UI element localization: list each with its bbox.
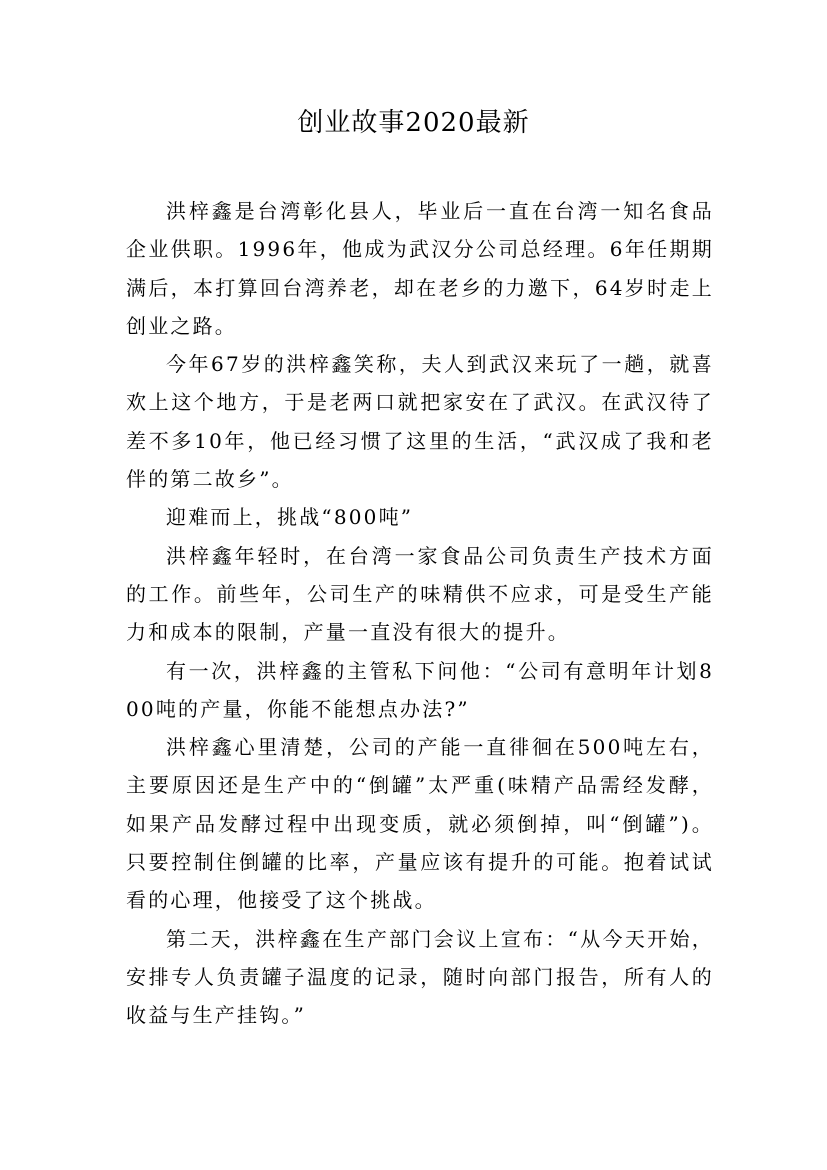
paragraph-early-career: 洪梓鑫年轻时，在台湾一家食品公司负责生产技术方面的工作。前些年，公司生产的味精供不应求，可是受生产能力和成本的限制，产量一直没有很大的提升。 [126, 543, 714, 645]
paragraph-intro: 洪梓鑫是台湾彰化县人，毕业后一直在台湾一知名食品企业供职。1996年，他成为武汉分公司总经理。6年任期期满后，本打算回台湾养老，却在老乡的力邀下，64岁时走上创业之路。 [126, 199, 714, 338]
paragraph-supervisor-question: 有一次，洪梓鑫的主管私下问他：“公司有意明年计划800吨的产量，你能不能想点办法?” [126, 658, 714, 721]
paragraph-capacity-analysis: 洪梓鑫心里清楚，公司的产能一直徘徊在500吨左右，主要原因还是生产中的“倒罐”太严重(味精产品需经发酵，如果产品发酵过程中出现变质，就必须倒掉，叫“倒罐”)。只要控制住倒罐的比率，产量应该有提升的可能。抱着试试看的心理，他接受了这个挑战。 [126, 735, 714, 913]
document-title: 创业故事2020最新 [297, 108, 530, 138]
section-heading-challenge: 迎难而上，挑战“800吨” [166, 505, 414, 530]
paragraph-announcement: 第二天，洪梓鑫在生产部门会议上宣布：“从今天开始，安排专人负责罐子温度的记录，随时向部门报告，所有人的收益与生产挂钩。” [126, 926, 714, 1028]
document-body [126, 192, 714, 1035]
paragraph-wuhan-home: 今年67岁的洪梓鑫笑称，夫人到武汉来玩了一趟，就喜欢上这个地方，于是老两口就把家安在了武汉。在武汉待了差不多10年，他已经习惯了这里的生活，“武汉成了我和老伴的第二故乡”。 [126, 352, 714, 492]
